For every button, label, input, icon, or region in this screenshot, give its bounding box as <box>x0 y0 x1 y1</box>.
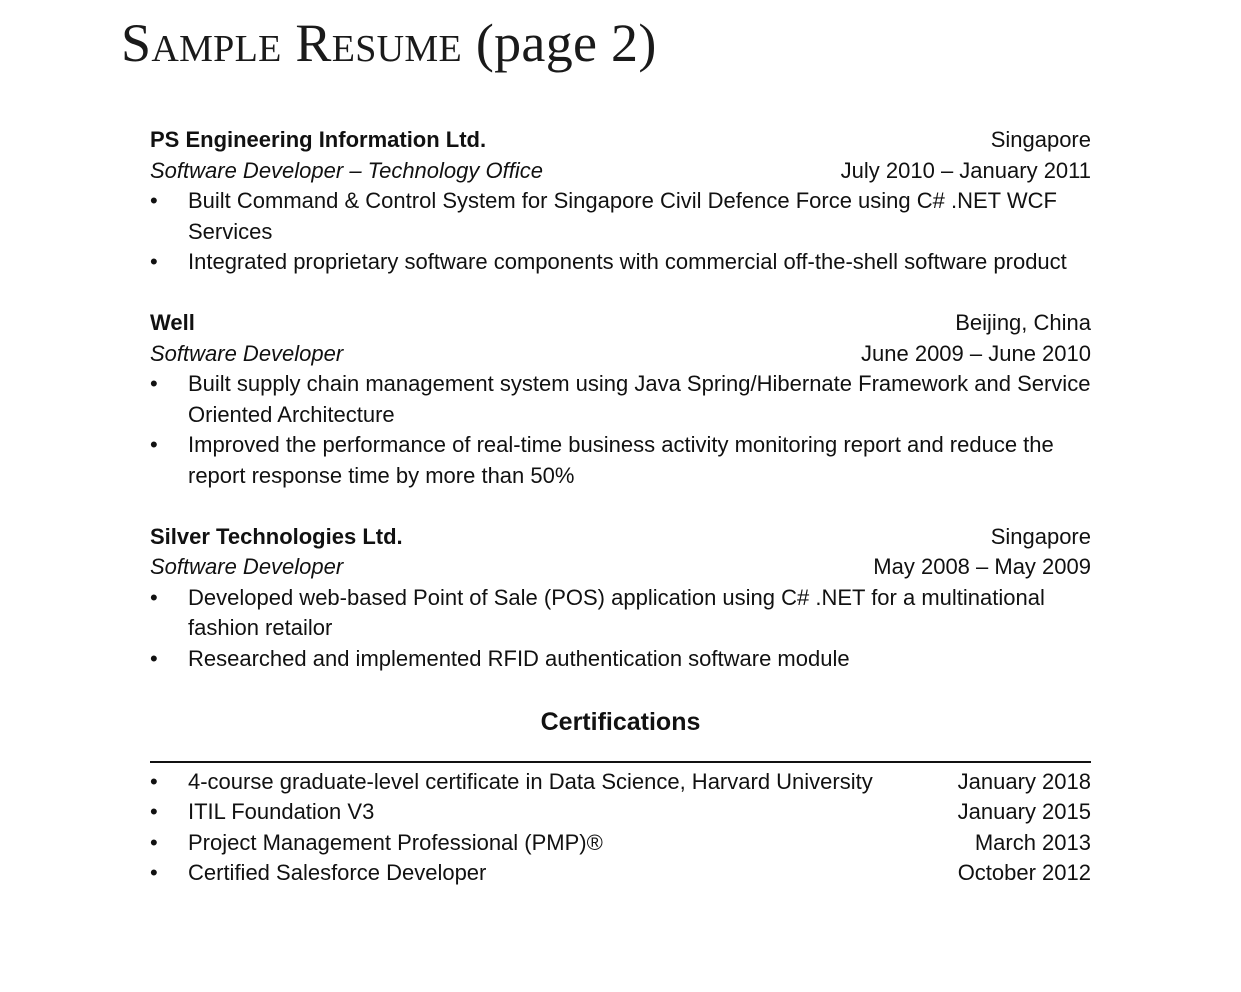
job-entry-well <box>150 308 1091 491</box>
job-role: Software Developer <box>150 340 344 366</box>
list-item: • Developed web-based Point of Sale (POS) application using C# .NET for a multinational fashion retailor <box>150 583 1091 644</box>
list-item: • Improved the performance of real-time business activity monitoring report and reduce the report response time by more than 50% <box>150 430 1091 491</box>
certification-item <box>150 858 1091 889</box>
job-role: Software Developer – Technology Office <box>150 157 543 183</box>
job-subheader <box>150 552 1091 583</box>
job-entry-silver-technologies <box>150 522 1091 675</box>
job-location: Beijing, China <box>955 310 1091 335</box>
certification-date: January 2015 <box>957 799 1091 824</box>
section-divider <box>150 761 1091 763</box>
job-header <box>150 522 1091 553</box>
job-bullets <box>150 369 1091 491</box>
job-header <box>150 308 1091 339</box>
certification-date: March 2013 <box>974 829 1091 855</box>
job-location: Singapore <box>990 127 1091 152</box>
certification-item <box>150 767 1091 798</box>
list-item: • Integrated proprietary software components with commercial off-the-shell software product <box>150 247 1091 278</box>
list-item: • Built supply chain management system using Java Spring/Hibernate Framework and Service Oriented Architecture <box>150 369 1091 430</box>
certification-name: • Certified Salesforce Developer <box>188 860 487 885</box>
job-subheader <box>150 156 1091 187</box>
job-header <box>150 125 1091 156</box>
resume-content <box>150 125 1091 889</box>
certification-name: • 4-course graduate-level certificate in Data Science, Harvard University <box>188 768 873 794</box>
certifications-list <box>150 767 1091 889</box>
page-title-suffix: (page 2) <box>475 13 657 73</box>
job-dates: June 2009 – June 2010 <box>861 340 1091 366</box>
job-location: Singapore <box>990 523 1091 549</box>
certification-name: • ITIL Foundation V3 <box>188 799 375 824</box>
job-subheader <box>150 339 1091 370</box>
job-role: Software Developer <box>150 554 344 579</box>
list-item: • Researched and implemented RFID authentication software module <box>150 644 1091 675</box>
company-name: PS Engineering Information Ltd. <box>150 127 487 152</box>
certification-date: January 2018 <box>957 768 1091 794</box>
job-bullets <box>150 583 1091 675</box>
company-name: Well <box>150 310 195 335</box>
page-title <box>121 10 657 76</box>
company-name: Silver Technologies Ltd. <box>150 523 403 549</box>
certification-item <box>150 797 1091 828</box>
page-title-main: Sample Resume <box>121 13 463 73</box>
job-bullets <box>150 186 1091 278</box>
certifications-heading: Certifications <box>540 707 701 736</box>
job-entry-ps-engineering <box>150 125 1091 278</box>
job-dates: May 2008 – May 2009 <box>873 554 1091 579</box>
certification-name: • Project Management Professional (PMP)® <box>188 829 603 855</box>
job-dates: July 2010 – January 2011 <box>840 157 1091 183</box>
certification-date: October 2012 <box>957 860 1091 885</box>
certification-item <box>150 828 1091 859</box>
list-item: • Built Command & Control System for Singapore Civil Defence Force using C# .NET WCF Services <box>150 186 1091 247</box>
